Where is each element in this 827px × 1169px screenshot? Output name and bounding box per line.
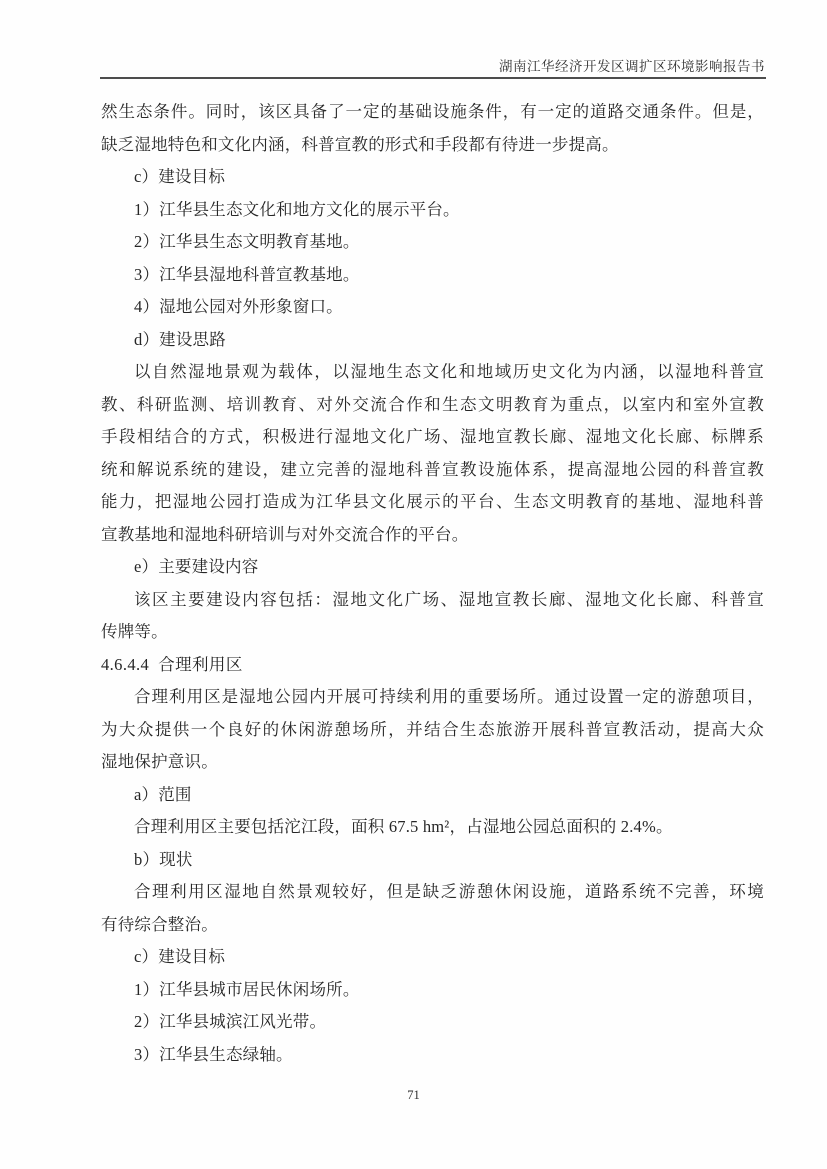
list-item: 4）湿地公园对外形象窗口。 xyxy=(134,297,343,316)
list-item: d）建设思路 xyxy=(134,329,226,349)
text-line: 合理利用区主要包括沱江段，面积 67.5 hm²，占湿地公园总面积的 2.4%。 xyxy=(134,817,673,836)
list-item: 2）江华县城滨江风光带。 xyxy=(134,1012,327,1031)
text-line: 传牌等。 xyxy=(101,622,168,641)
text-line: 缺乏湿地特色和文化内涵，科普宣教的形式和手段都有待进一步提高。 xyxy=(101,134,619,154)
header-rule xyxy=(100,77,766,79)
list-item: c）建设目标 xyxy=(134,947,226,966)
list-item: 1）江华县生态文化和地方文化的展示平台。 xyxy=(134,199,460,219)
list-item: 3）江华县湿地科普宣教基地。 xyxy=(134,264,360,284)
text-line: 合理利用区是湿地公园内开展可持续利用的重要场所。通过设置一定的游憩项目， xyxy=(134,687,764,706)
text-line: 以自然湿地景观为载体，以湿地生态文化和地域历史文化为内涵，以湿地科普宣 xyxy=(134,362,764,381)
text-line: 宣教基地和湿地科研培训与对外交流合作的平台。 xyxy=(101,524,469,544)
list-item: 3）江华县生态绿轴。 xyxy=(134,1044,293,1064)
text-line: 该区主要建设内容包括：湿地文化广场、湿地宣教长廊、湿地文化长廊、科普宣 xyxy=(134,589,764,609)
text-line: 湿地保护意识。 xyxy=(101,752,218,771)
section-heading: 4.6.4.4 合理利用区 xyxy=(101,654,243,674)
list-item: b）现状 xyxy=(134,849,193,869)
text-line: 为大众提供一个良好的休闲游憩场所，并结合生态旅游开展科普宣教活动，提高大众 xyxy=(101,719,764,739)
list-item: e）主要建设内容 xyxy=(134,557,259,576)
list-item: 2）江华县生态文明教育基地。 xyxy=(134,232,360,251)
list-item: a）范围 xyxy=(134,784,192,804)
text-line: 能力，把湿地公园打造成为江华县文化展示的平台、生态文明教育的基地、湿地科普 xyxy=(101,492,764,511)
header-title: 湖南江华经济开发区调扩区环境影响报告书 xyxy=(499,59,765,74)
page-number: 71 xyxy=(407,1088,420,1102)
text-line: 合理利用区湿地自然景观较好，但是缺乏游憩休闲设施，道路系统不完善，环境 xyxy=(134,882,764,901)
text-line: 手段相结合的方式，积极进行湿地文化广场、湿地宣教长廊、湿地文化长廊、标牌系 xyxy=(101,427,764,446)
text-line: 教、科研监测、培训教育、对外交流合作和生态文明教育为重点，以室内和室外宣教 xyxy=(101,394,764,414)
list-item: c）建设目标 xyxy=(134,167,226,186)
text-line: 然生态条件。同时，该区具备了一定的基础设施条件，有一定的道路交通条件。但是， xyxy=(101,102,764,121)
text-line: 有待综合整治。 xyxy=(101,914,218,934)
text-line: 统和解说系统的建设，建立完善的湿地科普宣教设施体系，提高湿地公园的科普宣教 xyxy=(101,459,764,479)
list-item: 1）江华县城市居民休闲场所。 xyxy=(134,979,360,999)
document-body xyxy=(101,96,764,1071)
